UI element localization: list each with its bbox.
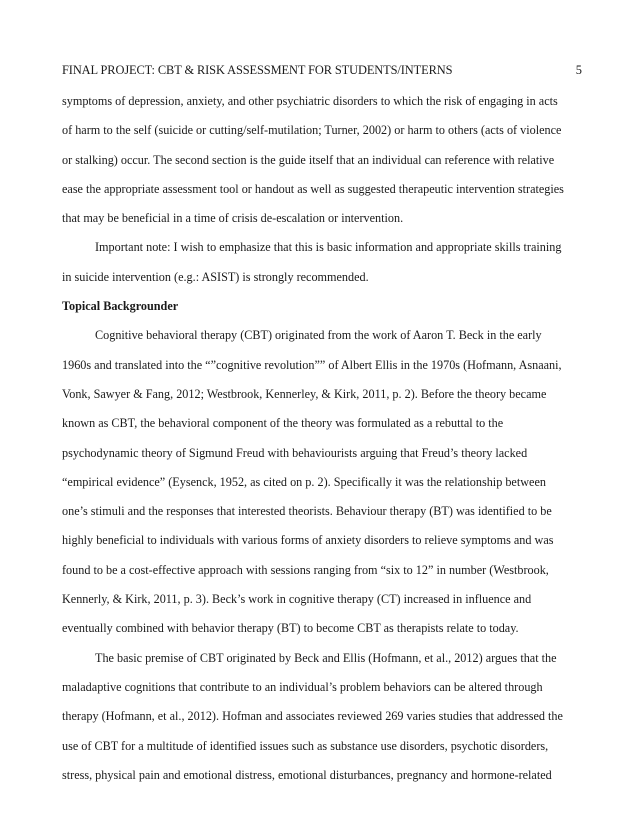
text-line: 1960s and translated into the “”cognitive revolution”” of Albert Ellis in the 1970s (Hofmann, Asnaani, xyxy=(62,357,562,372)
body-text xyxy=(62,87,582,790)
important-note-line: Important note: I wish to emphasize that this is basic information and appropriate skills training xyxy=(95,240,562,255)
text-line: highly beneficial to individuals with various forms of anxiety disorders to relieve symptoms and was xyxy=(62,533,554,548)
text-line: therapy (Hofmann, et al., 2012). Hofman and associates reviewed 269 varies studies that addressed the xyxy=(62,709,563,724)
text-line: one’s stimuli and the responses that interested theorists. Behaviour therapy (BT) was identified to be xyxy=(62,504,552,519)
text-line: “empirical evidence” (Eysenck, 1952, as cited on p. 2). Specifically it was the relationship between xyxy=(62,474,546,489)
text-line: maladaptive cognitions that contribute to an individual’s problem behaviors can be altered through xyxy=(62,679,543,694)
paragraph-first-line: Cognitive behavioral therapy (CBT) originated from the work of Aaron T. Beck in the early xyxy=(95,328,542,343)
page-number: 5 xyxy=(575,63,582,77)
text-line: Vonk, Sawyer & Fang, 2012; Westbrook, Kennerley, & Kirk, 2011, p. 2). Before the theory became xyxy=(62,386,547,401)
text-line: Kennerly, & Kirk, 2011, p. 3). Beck’s work in cognitive therapy (CT) increased in influence and xyxy=(62,592,532,607)
text-line: found to be a cost-effective approach with sessions ranging from “six to 12” in number (Westbrook, xyxy=(62,562,549,577)
text-line: use of CBT for a multitude of identified issues such as substance use disorders, psychotic disorders, xyxy=(62,738,549,753)
paragraph-first-line: The basic premise of CBT originated by Beck and Ellis (Hofmann, et al., 2012) argues that the xyxy=(95,650,557,665)
text-line: that may be beneficial in a time of crisis de-escalation or intervention. xyxy=(62,211,404,226)
running-header xyxy=(62,60,582,80)
text-line: symptoms of depression, anxiety, and other psychiatric disorders to which the risk of engaging in acts xyxy=(62,94,558,108)
running-head-title: FINAL PROJECT: CBT & RISK ASSESSMENT FOR STUDENTS/INTERNS xyxy=(62,63,453,77)
text-line: stress, physical pain and emotional distress, emotional disturbances, pregnancy and hormone-related xyxy=(62,767,552,782)
section-heading: Topical Backgrounder xyxy=(62,299,179,314)
text-line: eventually combined with behavior therapy (BT) to become CBT as therapists relate to today. xyxy=(62,621,519,636)
text-line: in suicide intervention (e.g.: ASIST) is strongly recommended. xyxy=(62,269,369,284)
text-line: ease the appropriate assessment tool or handout as well as suggested therapeutic intervention strategies xyxy=(62,181,564,196)
text-line: known as CBT, the behavioral component of the theory was formulated as a rebuttal to the xyxy=(62,416,504,431)
text-line: or stalking) occur. The second section is the guide itself that an individual can reference with relative xyxy=(62,152,555,167)
text-line: psychodynamic theory of Sigmund Freud with behaviourists arguing that Freud’s theory lacked xyxy=(62,445,528,460)
text-line: of harm to the self (suicide or cutting/self-mutilation; Turner, 2002) or harm to others (acts of violence xyxy=(62,123,562,138)
